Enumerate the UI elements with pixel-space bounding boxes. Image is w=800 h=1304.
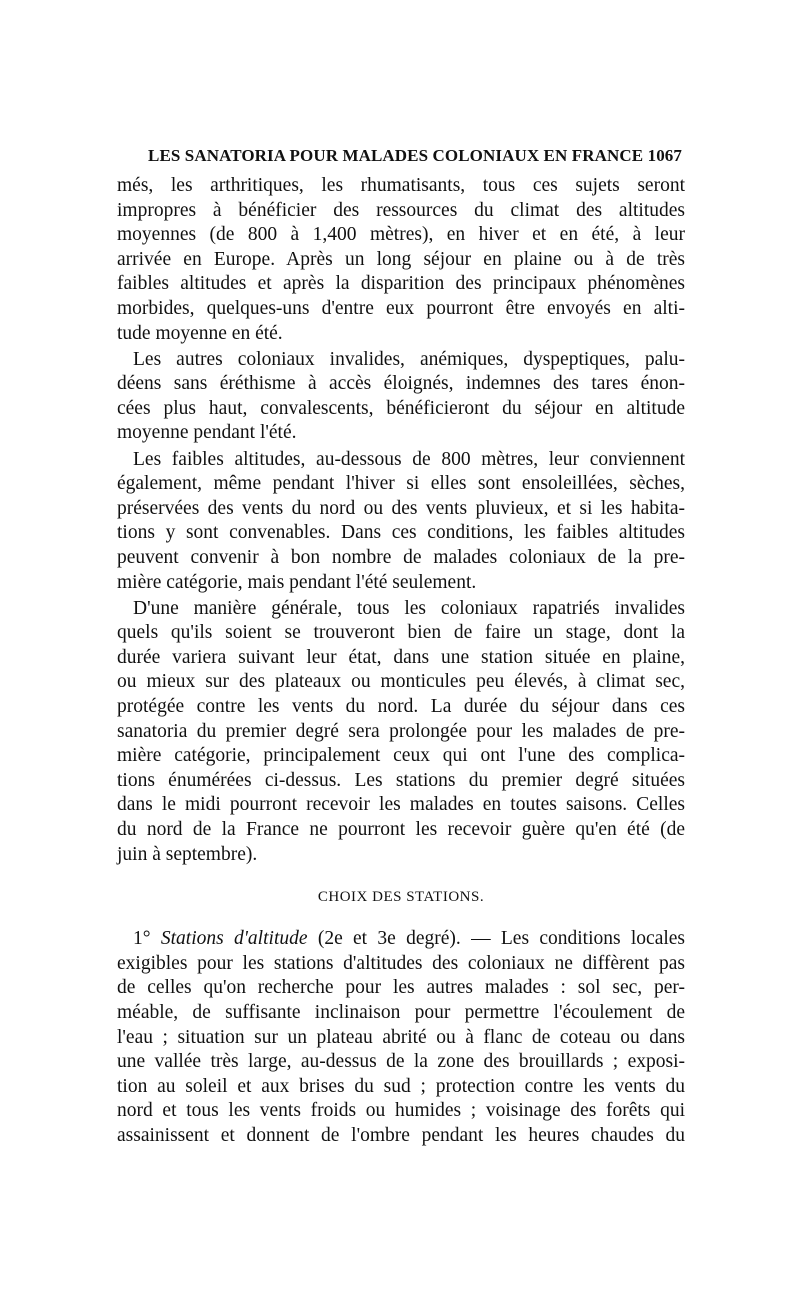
text-line: moyennes (de 800 à 1,400 mètres), en hiver et en été, à leur	[117, 224, 685, 246]
text-line: mière catégorie, principalement ceux qui ont l'une des complica-	[117, 745, 685, 767]
text-line: méable, de suffisante inclinaison pour permettre l'écoulement de	[117, 1001, 685, 1023]
text-line: de celles qu'on recherche pour les autres malades : sol sec, per-	[117, 977, 685, 999]
text-line	[117, 927, 685, 952]
text-line: Les autres coloniaux invalides, anémiques, dyspeptiques, palu-	[133, 348, 685, 370]
text-line: déens sans éréthisme à accès éloignés, indemnes des tares énon-	[117, 373, 685, 395]
text-line: nord et tous les vents froids ou humides ; voisinage des forêts qui	[117, 1100, 685, 1122]
section-number: 1°	[133, 928, 151, 950]
text-line: impropres à bénéficier des ressources du climat des altitudes	[117, 199, 685, 221]
text-line: sanatoria du premier degré sera prolongée pour les malades de pre-	[117, 720, 685, 742]
text-line: cées plus haut, convalescents, bénéficieront du séjour en altitude	[117, 397, 685, 419]
text-line: une vallée très large, au-dessus de la zone des brouillards ; exposi-	[117, 1051, 685, 1073]
paragraph-4	[117, 597, 685, 868]
running-head-title: LES SANATORIA POUR MALADES COLONIAUX EN FRANCE	[148, 146, 644, 165]
text-line: assainissent et donnent de l'ombre pendant les heures chaudes du	[117, 1124, 685, 1146]
text-line: D'une manière générale, tous les coloniaux rapatriés invalides	[133, 597, 685, 619]
text-line: tions y sont convenables. Dans ces conditions, les faibles altitudes	[117, 522, 685, 544]
section-title: CHOIX DES STATIONS.	[317, 889, 485, 906]
text-line: tions énumérées ci-dessus. Les stations du premier degré situées	[117, 769, 685, 791]
running-head	[148, 146, 682, 170]
text-line: ou mieux sur des plateaux ou monticules peu élevés, à climat sec,	[117, 671, 685, 693]
text-line: peuvent convenir à bon nombre de malades coloniaux de la pre-	[117, 546, 685, 568]
body-text	[117, 174, 685, 1150]
text-line: tude moyenne en été.	[117, 322, 283, 344]
page-number: 1067	[647, 146, 682, 165]
text-line: du nord de la France ne pourront les recevoir guère qu'en été (de	[117, 818, 685, 840]
paragraph-3	[117, 448, 685, 596]
text-line: dans le midi pourront recevoir les malades en toutes saisons. Celles	[117, 794, 685, 816]
text-line: durée variera suivant leur état, dans une station située en plaine,	[117, 646, 685, 668]
text-line: Les faibles altitudes, au-dessous de 800 mètres, leur conviennent	[133, 448, 685, 470]
text-line: protégée contre les vents du nord. La durée du séjour dans ces	[117, 695, 685, 717]
paragraph-1	[117, 174, 685, 346]
text-line: moyenne pendant l'été.	[117, 422, 297, 444]
text-line: tion au soleil et aux brises du sud ; protection contre les vents du	[117, 1075, 685, 1097]
italic-heading: Stations d'altitude	[160, 928, 308, 950]
text-line: més, les arthritiques, les rhumatisants, tous ces sujets seront	[117, 175, 685, 196]
text-line: préservées des vents du nord ou des vents pluvieux, et si les habita-	[117, 497, 685, 519]
text-line: également, même pendant l'hiver si elles sont ensoleillées, sèches,	[117, 473, 685, 495]
text-line: faibles altitudes et après la disparition des principaux phénomènes	[117, 273, 685, 295]
paragraph-5	[117, 927, 685, 1148]
text-line: exigibles pour les stations d'altitudes des coloniaux ne diffèrent pas	[117, 952, 685, 974]
paragraph-2	[117, 348, 685, 446]
text-line: quels qu'ils soient se trouveront bien de faire un stage, dont la	[117, 622, 685, 644]
line-rest: (2e et 3e degré). — Les conditions locales	[317, 928, 686, 950]
text-line: arrivée en Europe. Après un long séjour en plaine ou à de très	[117, 248, 685, 270]
text-line: mière catégorie, mais pendant l'été seulement.	[117, 571, 477, 593]
text-line: morbides, quelques-uns d'entre eux pourront être envoyés en alti-	[117, 297, 685, 319]
text-line: l'eau ; situation sur un plateau abrité ou à flanc de coteau ou dans	[117, 1026, 685, 1048]
text-line: juin à septembre).	[117, 843, 258, 865]
